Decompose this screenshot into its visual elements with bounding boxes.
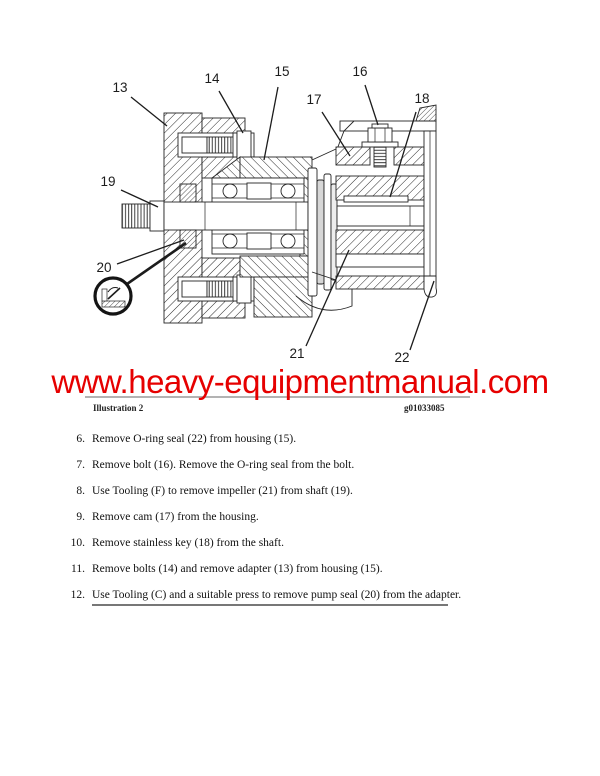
impeller [336, 176, 424, 267]
callout-16 [352, 64, 378, 125]
callout-label: 15 [274, 64, 290, 79]
step-number: 12. [70, 589, 85, 601]
step-text: Remove cam (17) from the housing. [92, 511, 259, 523]
step-number: 11. [71, 563, 85, 575]
step-text: Remove bolt (16). Remove the O-ring seal from the bolt. [92, 459, 355, 471]
callout-label: 16 [352, 64, 368, 79]
coupling-disc-stack [308, 168, 337, 296]
step-number: 8. [76, 485, 85, 497]
illustration-reference-number: g01033085 [404, 403, 445, 413]
callout-label: 18 [414, 91, 430, 106]
step-item [0, 459, 500, 472]
bearing-upper [212, 178, 304, 204]
step-text: Use Tooling (C) and a suitable press to remove pump seal (20) from the adapter. [92, 589, 462, 601]
callout-label: 19 [100, 174, 116, 189]
callout-19 [100, 174, 158, 207]
callout-13 [112, 80, 167, 126]
stainless-key [344, 196, 408, 202]
step-item [0, 589, 500, 602]
step-text: Remove bolts (14) and remove adapter (13) from housing (15). [92, 563, 383, 575]
step-item [0, 563, 500, 576]
callout-label: 13 [112, 80, 128, 95]
instruction-steps [0, 433, 500, 615]
o-ring-seal [424, 276, 437, 297]
step-number: 7. [76, 459, 85, 471]
bearing-lower [212, 228, 304, 254]
step-text: Remove stainless key (18) from the shaft. [92, 537, 284, 549]
step-number: 9. [76, 511, 85, 523]
step-item [0, 537, 500, 550]
step-text: Use Tooling (F) to remove impeller (21) from shaft (19). [92, 485, 353, 497]
callout-label: 22 [394, 350, 410, 365]
step-number: 10. [70, 537, 85, 549]
callout-label: 17 [306, 92, 322, 107]
watermark-text: www.heavy-equipmentmanual.com [51, 363, 549, 400]
callout-label: 21 [289, 346, 305, 361]
callout-label: 14 [204, 71, 220, 86]
callout-label: 20 [96, 260, 112, 275]
callout-15 [264, 64, 290, 160]
illustration-caption: Illustration 2 [93, 403, 144, 413]
section-bottom-rule [92, 604, 448, 606]
step-text: Remove O-ring seal (22) from housing (15). [92, 433, 297, 445]
step-number: 6. [76, 433, 85, 445]
shaft [122, 201, 308, 231]
step-item [0, 485, 500, 498]
step-item [0, 511, 500, 524]
step-item [0, 433, 500, 446]
